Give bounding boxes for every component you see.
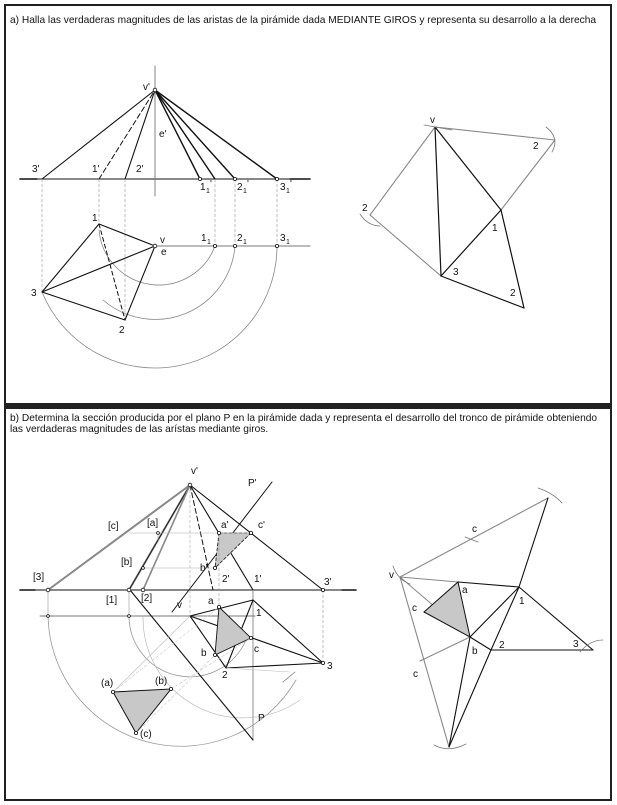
label-dev-2-top: 2 (533, 141, 539, 152)
label-dev-b-3: 3 (573, 639, 579, 650)
label-rebat-b: (b) (155, 676, 168, 687)
label-dev-b-1: 1 (519, 596, 525, 607)
label-plan-3-1-sub: 1 (286, 239, 290, 246)
label-2-1-prime-sup: ' (247, 179, 249, 190)
label-3-prime: 3' (32, 164, 40, 175)
label-dev-v: v (430, 115, 435, 126)
label-rebat-c: (c) (140, 729, 152, 740)
label-dev-a: a (462, 585, 468, 596)
label-b-v-prime: v' (191, 466, 198, 477)
part-a-drawing (20, 66, 555, 368)
label-a-bracket: [a] (147, 518, 159, 529)
label-3-bracket: [3] (33, 572, 45, 583)
label-plane-P: P (258, 713, 265, 724)
label-b-plan-a: a (208, 596, 214, 607)
label-1-1-prime: 1 (200, 182, 206, 193)
label-2-1-prime-sub: 1 (243, 188, 247, 195)
label-plan-3-1: 3 (280, 233, 286, 244)
label-3-1-prime: 3 (280, 182, 286, 193)
label-c-bracket: [c] (108, 521, 119, 532)
label-plan-1-1: 1 (201, 233, 207, 244)
label-plan-v: v (160, 235, 165, 246)
label-c-prime: c' (258, 520, 265, 531)
label-2-prime: 2' (136, 164, 144, 175)
label-1-prime: 1' (92, 164, 100, 175)
label-b-plan-c: c (254, 644, 259, 655)
label-P-prime: P' (248, 478, 257, 489)
label-dev-3: 3 (453, 267, 459, 278)
label-1-1-prime-sub: 1 (206, 188, 210, 195)
label-dev-c-mid: c (412, 603, 417, 614)
label-b-plan-3: 3 (327, 661, 333, 672)
label-dev-c-top: c (472, 524, 477, 535)
label-b-1-prime: 1' (254, 574, 262, 585)
label-b-bracket: [b] (121, 557, 133, 568)
label-b-plan-v: v (177, 600, 182, 611)
label-b-plan-2: 2 (222, 670, 228, 681)
statement-part-b: b) Determina la sección producida por el plano P en la pirámide dada y representa el desarrollo del tronco de pirámide obteniendo las verdaderas magnitudes de las arístas mediante giros. (10, 413, 598, 435)
label-2-1-prime: 2 (237, 182, 243, 193)
label-rebat-a: (a) (101, 678, 114, 689)
label-b-plan-1: 1 (256, 608, 262, 619)
label-plan-1: 1 (92, 213, 98, 224)
label-dev-b-2: 2 (499, 640, 505, 651)
label-v-prime: v' (143, 82, 150, 93)
label-dev-c-bottom: c (413, 669, 418, 680)
label-1-bracket: [1] (106, 595, 118, 606)
label-a-prime: a' (221, 520, 229, 531)
label-b-prime: b' (200, 563, 208, 574)
label-plan-2-1: 2 (237, 233, 243, 244)
label-3-1-prime-sup: ' (290, 179, 292, 190)
label-b-3-prime: 3' (324, 577, 332, 588)
label-plan-2: 2 (119, 325, 125, 336)
label-b-2-prime: 2' (222, 574, 230, 585)
statement-part-a: a) Halla las verdaderas magnitudes de las aristas de la pirámide dada MEDIANTE GIROS y representa su desarrollo a la derecha (10, 15, 597, 26)
part-a-labels (31, 82, 539, 336)
label-e-prime: e' (159, 129, 167, 140)
label-plan-1-1-sub: 1 (207, 239, 211, 246)
label-3-1-prime-sub: 1 (286, 188, 290, 195)
label-2-bracket: [2] (141, 593, 153, 604)
label-dev-2-bottom: 2 (510, 288, 516, 299)
label-plan-2-1-sub: 1 (243, 239, 247, 246)
part-b-labels (33, 466, 579, 740)
label-plan-e: e (161, 247, 167, 258)
label-dev-b-v: v (389, 570, 394, 581)
label-dev-b: b (472, 646, 478, 657)
label-dev-1: 1 (492, 223, 498, 234)
label-1-1-prime-sup: ' (210, 179, 212, 190)
label-plan-3: 3 (31, 288, 37, 299)
label-dev-2-left: 2 (362, 203, 368, 214)
label-b-plan-b: b (201, 648, 207, 659)
